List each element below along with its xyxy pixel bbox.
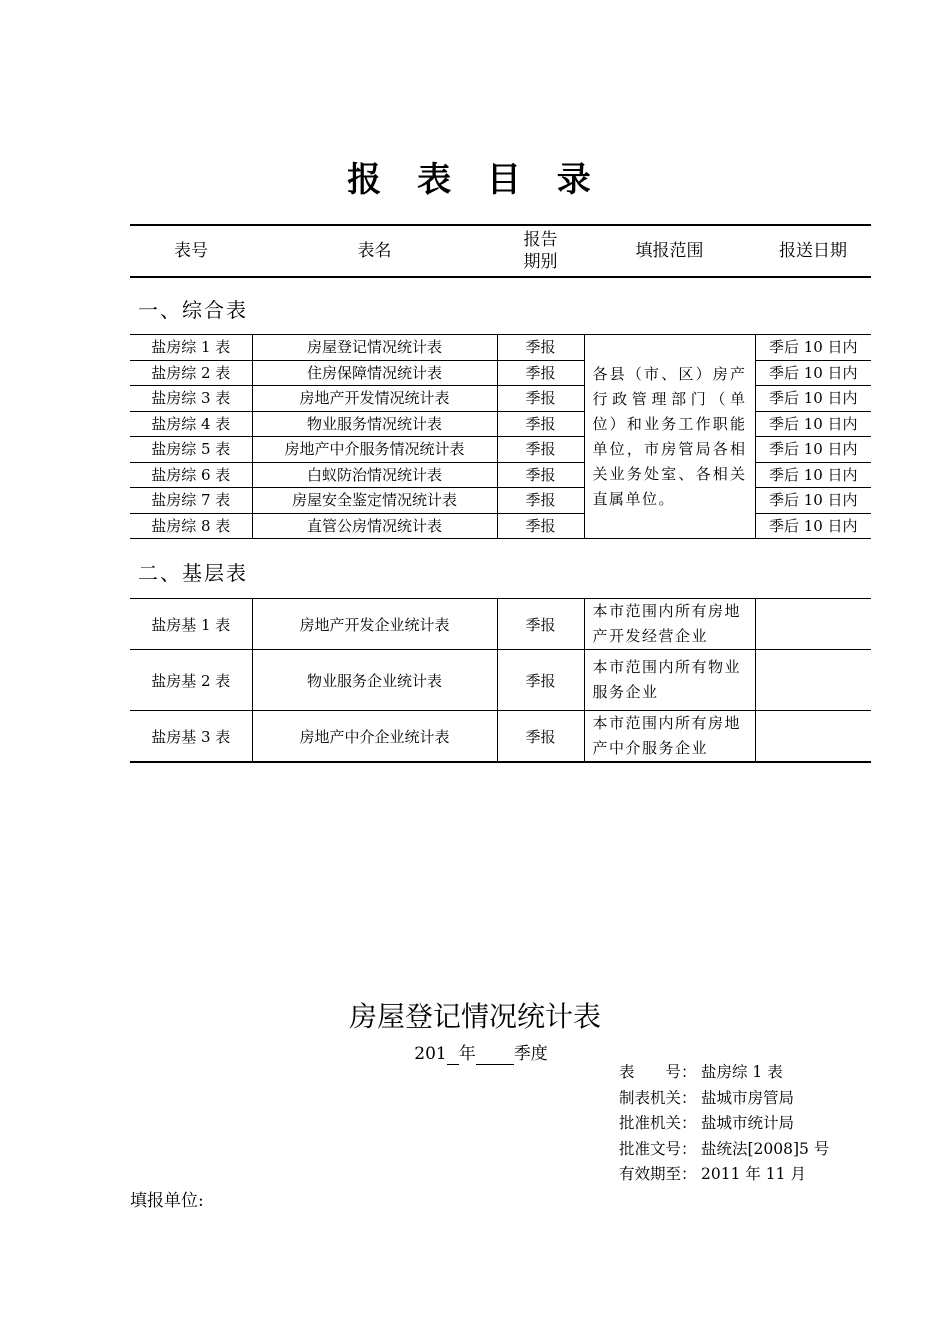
cell-table-name: 直管公房情况统计表 — [252, 513, 497, 539]
cell-date: 季后 10 日内 — [755, 462, 871, 488]
form-period: 201 年 季度 — [414, 1044, 548, 1064]
cell-date — [755, 711, 871, 763]
cell-period: 季报 — [497, 411, 584, 437]
table-row — [130, 437, 871, 463]
grassroots-table — [130, 598, 871, 763]
cell-table-name: 房屋登记情况统计表 — [252, 335, 497, 361]
cell-scope: 各县（市、区）房产行政管理部门（单位）和业务工作职能单位，市房管局各相关业务处室、各相关直属单位。 — [584, 335, 755, 539]
cell-table-no: 盐房综 7 表 — [130, 488, 252, 514]
cell-date: 季后 10 日内 — [755, 488, 871, 514]
meta-row — [619, 1162, 829, 1188]
meta-row — [619, 1111, 829, 1137]
meta-key: 表 号： — [619, 1063, 697, 1081]
cell-scope: 本市范围内所有房地产开发经营企业 — [584, 599, 755, 650]
meta-value: 盐城市房管局 — [701, 1088, 795, 1107]
cell-table-no: 盐房综 6 表 — [130, 462, 252, 488]
table-row — [130, 411, 871, 437]
meta-key: 有效期至： — [619, 1165, 697, 1183]
cell-date — [755, 650, 871, 711]
form-meta — [619, 1060, 829, 1188]
meta-row — [619, 1060, 829, 1086]
cell-table-name: 房屋安全鉴定情况统计表 — [252, 488, 497, 514]
cell-table-no: 盐房基 3 表 — [130, 711, 252, 763]
header-table-name: 表名 — [357, 241, 392, 261]
table-row — [130, 513, 871, 539]
cell-table-no: 盐房基 2 表 — [130, 650, 252, 711]
cell-table-no: 盐房综 3 表 — [130, 386, 252, 412]
cell-date: 季后 10 日内 — [755, 335, 871, 361]
cell-date — [755, 599, 871, 650]
form-title: 房屋登记情况统计表 — [348, 1000, 601, 1033]
cell-table-name: 房地产开发情况统计表 — [252, 386, 497, 412]
cell-date: 季后 10 日内 — [755, 513, 871, 539]
cell-period: 季报 — [497, 437, 584, 463]
cell-table-no: 盐房综 8 表 — [130, 513, 252, 539]
cell-table-name: 住房保障情况统计表 — [252, 360, 497, 386]
section-heading-composite: 一、综合表 — [138, 298, 248, 322]
cell-table-no: 盐房基 1 表 — [130, 599, 252, 650]
header-scope: 填报范围 — [635, 241, 704, 261]
cell-table-name: 白蚁防治情况统计表 — [252, 462, 497, 488]
table-row — [130, 386, 871, 412]
cell-table-name: 房地产开发企业统计表 — [252, 599, 497, 650]
cell-period: 季报 — [497, 386, 584, 412]
table-row — [130, 650, 871, 711]
cell-date: 季后 10 日内 — [755, 437, 871, 463]
cell-date: 季后 10 日内 — [755, 360, 871, 386]
header-date: 报送日期 — [779, 241, 847, 261]
cell-period: 季报 — [497, 462, 584, 488]
meta-value: 2011 年 11 月 — [701, 1165, 806, 1183]
cell-date: 季后 10 日内 — [755, 386, 871, 412]
table-row — [130, 488, 871, 514]
catalog-header — [130, 224, 871, 278]
composite-table — [130, 334, 871, 539]
fill-unit-label: 填报单位: — [130, 1191, 204, 1211]
meta-row — [619, 1137, 829, 1163]
cell-table-name: 物业服务情况统计表 — [252, 411, 497, 437]
table-row — [130, 711, 871, 763]
cell-scope: 本市范围内所有房地产中介服务企业 — [584, 711, 755, 763]
table-row — [130, 462, 871, 488]
cell-table-no: 盐房综 1 表 — [130, 335, 252, 361]
cell-period: 季报 — [497, 650, 584, 711]
cell-period: 季报 — [497, 599, 584, 650]
meta-value: 盐统法[2008]5 号 — [701, 1139, 830, 1158]
header-period: 报告 期别 — [523, 230, 558, 272]
cell-period: 季报 — [497, 711, 584, 763]
section-heading-grassroots: 二、基层表 — [138, 561, 248, 585]
meta-key: 批准机关： — [619, 1114, 697, 1132]
cell-period: 季报 — [497, 360, 584, 386]
meta-key: 批准文号： — [619, 1139, 697, 1158]
cell-period: 季报 — [497, 513, 584, 539]
cell-table-no: 盐房综 2 表 — [130, 360, 252, 386]
cell-table-name: 物业服务企业统计表 — [252, 650, 497, 711]
cell-table-name: 房地产中介服务情况统计表 — [252, 437, 497, 463]
cell-table-no: 盐房综 5 表 — [130, 437, 252, 463]
meta-row — [619, 1086, 829, 1112]
table-row — [130, 360, 871, 386]
meta-value: 盐房综 1 表 — [701, 1063, 783, 1081]
cell-scope: 本市范围内所有物业服务企业 — [584, 650, 755, 711]
cell-period: 季报 — [497, 335, 584, 361]
header-table-no: 表号 — [174, 241, 208, 261]
page-title: 报 表 目 录 — [347, 160, 603, 200]
meta-key: 制表机关： — [619, 1088, 697, 1107]
cell-period: 季报 — [497, 488, 584, 514]
table-row — [130, 335, 871, 361]
cell-date: 季后 10 日内 — [755, 411, 871, 437]
cell-table-no: 盐房综 4 表 — [130, 411, 252, 437]
meta-value: 盐城市统计局 — [701, 1114, 795, 1132]
cell-table-name: 房地产中介企业统计表 — [252, 711, 497, 763]
table-row — [130, 599, 871, 650]
